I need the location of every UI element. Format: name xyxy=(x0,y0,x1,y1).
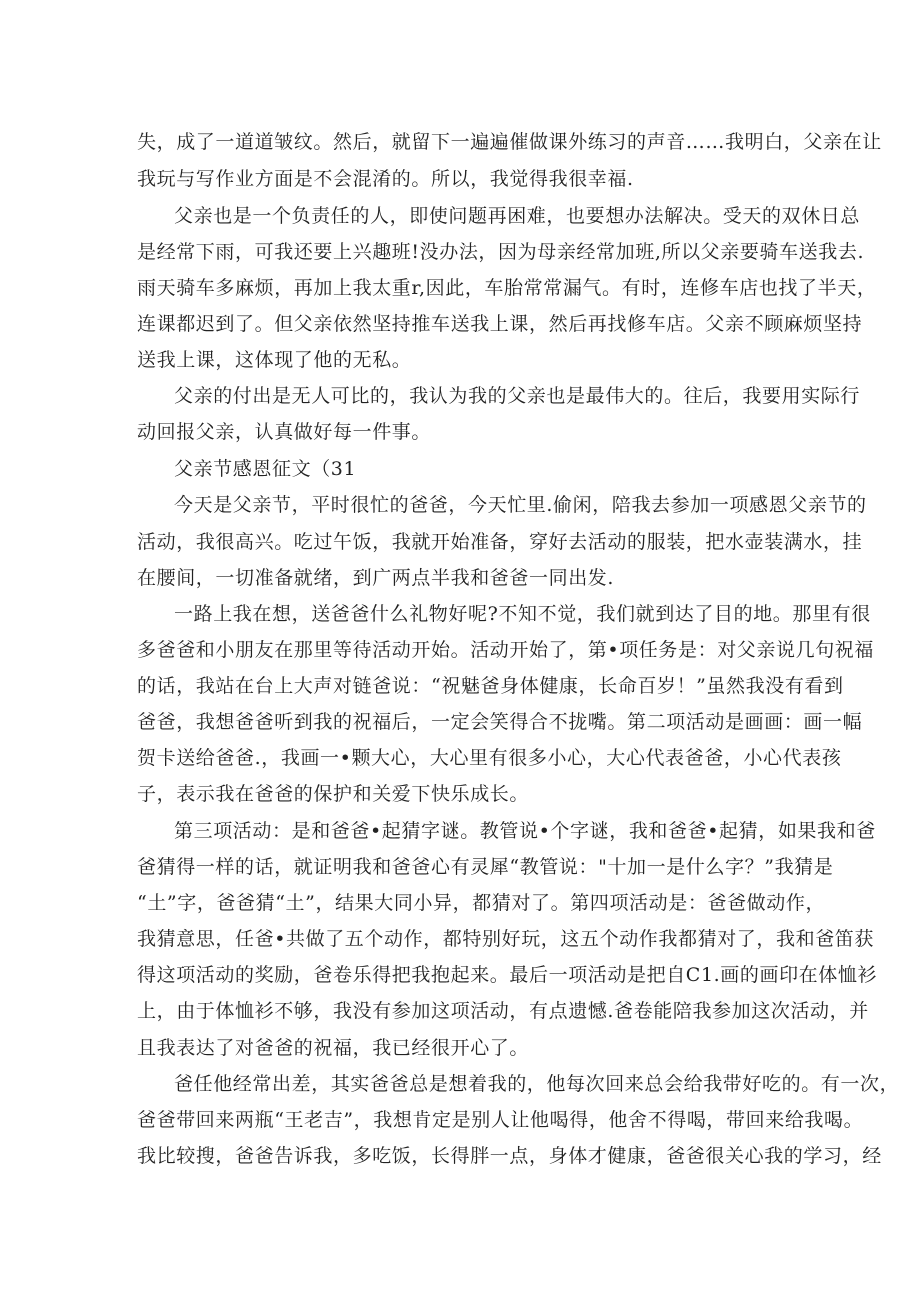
text-line: 我玩与写作业方面是不会混淆的。所以，我觉得我很幸福. xyxy=(137,168,634,190)
text-line: 我比较搜，爸爸告诉我，多吃饭，长得胖一点，身体才健康，爸爸很关心我的学习，经 xyxy=(137,1145,882,1167)
text-line: 失，成了一道道皱纹。然后，就留下一遍遍催做课外练习的声音……我明白，父亲在让 xyxy=(137,131,882,153)
text-line: 的话，我站在台上大声对链爸说：“祝魅爸身体健康，长命百岁！”虽然我没有看到 xyxy=(137,675,844,697)
paragraph-start-line: 一路上我在想，送爸爸什么礼物好呢?不知不觉，我们就到达了目的地。那里有很 xyxy=(174,603,871,625)
text-line: 且我表达了对爸爸的祝福，我已经很开心了。 xyxy=(137,1037,530,1059)
text-line: 我猜意思，任爸•共做了五个动作，都特别好玩，这五个动作我都猜对了，我和爸笛获 xyxy=(137,928,875,950)
text-line: 爸爸，我想爸爸听到我的祝福后，一定会笑得合不拢嘴。第二项活动是画画：画一幅 xyxy=(137,711,863,733)
text-line: 子，表示我在爸爸的保护和关爱下快乐成长。 xyxy=(137,783,530,805)
text-line: 多爸爸和小朋友在那里等待活动开始。活动开始了，第•项任务是：对父亲说几句祝福 xyxy=(137,639,875,661)
paragraph-start-line: 爸任他经常出差，其实爸爸总是想着我的，他每次回来总会给我带好吃的。有一次， xyxy=(174,1073,900,1095)
paragraph-start-line: 父亲也是一个负责任的人，即使问题再困难，也要想办法解决。受天的双休日总 xyxy=(174,205,861,227)
text-line: 爸猜得一样的话，就证明我和爸爸心有灵犀“教管说："十加一是什么字？”我猜是 xyxy=(137,856,834,878)
paragraph-start-line: 今天是父亲节，平时很忙的爸爸，今天忙里.偷闲，陪我去参加一项感恩父亲节的 xyxy=(174,494,867,516)
text-line: 动回报父亲，认真做好每一件事。 xyxy=(137,421,432,443)
text-line: 连课都迟到了。但父亲依然坚持推车送我上课，然后再找修车店。父亲不顾麻烦坚持 xyxy=(137,313,863,335)
paragraph-start-line: 第三项活动：是和爸爸•起猜字谜。教管说•个字谜，我和爸爸•起猜，如果我和爸 xyxy=(174,820,876,842)
text-line: 贺卡送给爸爸.，我画一•颗大心，大心里有很多小心，大心代表爸爸，小心代表孩 xyxy=(137,747,842,769)
section-heading: 父亲节感恩征文（31 xyxy=(174,458,357,480)
text-line: 送我上课，这体现了他的无私。 xyxy=(137,349,412,371)
text-line: 雨天骑车多麻烦，再加上我太重r,因此，车胎常常漏气。有时，连修车店也找了半天， xyxy=(137,277,877,299)
paragraph-start-line: 父亲的付出是无人可比的，我认为我的父亲也是最伟大的。往后，我要用实际行 xyxy=(174,385,861,407)
text-line: 在腰间，一切准备就绪，到广两点半我和爸爸一同出发. xyxy=(137,567,615,589)
text-line: 是经常下雨，可我还要上兴趣班!没办法，因为母亲经常加班,所以父亲要骑车送我去. xyxy=(137,241,865,263)
text-line: 爸爸带回来两瓶“王老吉”，我想肯定是别人让他喝得，他舍不得喝，带回来给我喝。 xyxy=(137,1109,864,1131)
text-line: 活动，我很高兴。吃过午饭，我就开始准备，穿好去活动的服装，把水壶装满水，挂 xyxy=(137,531,863,553)
text-line: 得这项活动的奖励，爸卷乐得把我抱起来。最后一项活动是把自C1.画的画印在体恤衫 xyxy=(137,964,878,986)
text-line: 上，由于体恤衫不够，我没有参加这项活动，有点遗憾.爸卷能陪我参加这次活动，并 xyxy=(137,1000,869,1022)
text-line: “土”字，爸爸猜“土”，结果大同小异，都猜对了。第四项活动是：爸爸做动作， xyxy=(137,892,826,914)
